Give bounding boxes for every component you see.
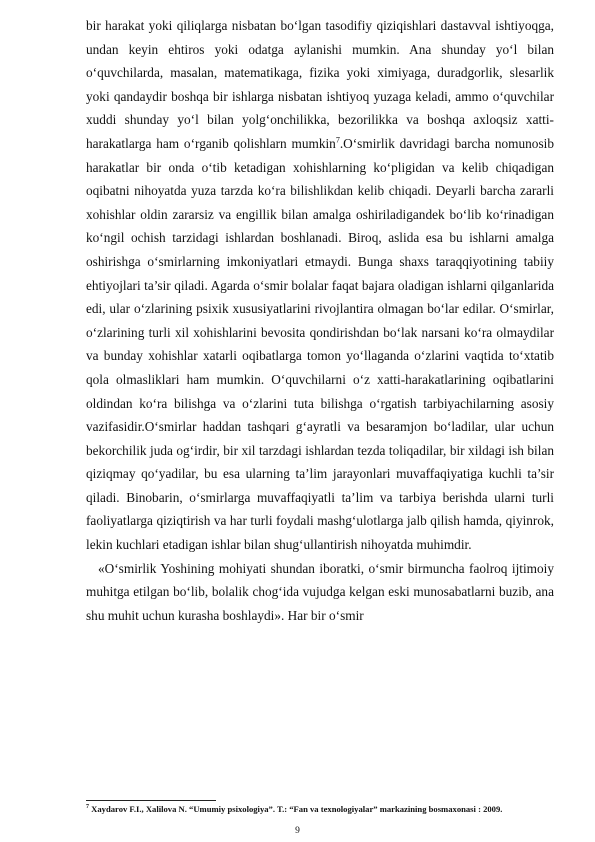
footnote-reference[interactable]: 7	[335, 135, 340, 145]
body-text	[86, 14, 554, 627]
paragraph-1	[86, 14, 554, 557]
footnote	[86, 804, 554, 814]
paragraph-1-part-2: .O‘smirlik davridagi barcha nomunosib harakatlar bir onda o‘tib ketadigan xohishlarning ko‘pligidan va kelib chiqadigan oqibatni nihoyatda yuza tarzda ko‘ra bilishlikdan kelib chiqadi. Deyarli barcha zararli xohishlar oldin zararsiz va engillik bilan amalga oshiriladigandek bo‘lib ko‘rinadigan ko‘ngil ochish tarzidagi ishlardan boshlanadi. Biroq, aslida esa bu ishlarni amalga oshirishga o‘smirlarning imkoniyatlari etmaydi. Bunga shaxs taraqqiyotining tabiiy ehtiyojlari ta’sir qiladi. Agarda o‘smir bolalar faqat bajara oladigan ishlarni qilganlarida edi, ular o‘zlarining psixik xususiyatlarini rivojlantira olmagan bo‘lar edilar. O‘smirlar, o‘zlarining turli xil xohishlarini bevosita qondirishdan bo‘lak narsani ko‘ra olmaydilar va bunday xohishlar xatarli oqibatlarga tomon yo‘llaganda o‘zlarini vaqtida to‘xtatib qola olmasliklari ham mumkin. O‘quvchilarni o‘z xatti-harakatlarining oqibatlarini oldindan ko‘ra bilishga va o‘zlarini tuta bilishga o‘rgatish tarbiyachilarning asosiy vazifasidir.O‘smirlar haddan tashqari g‘ayratli va besaramjon bo‘ladilar, ular uchun bekorchilik juda og‘irdir, bir xil tarzdagi ishlardan tezda toliqadilar, bir xildagi ish bilan qiziqmay qo‘yadilar, bu esa ularning ta’lim jarayonlari muvaffaqiyatiga kuchli ta’sir qiladi. Binobarin, o‘smirlarga muvaffaqiyatli ta’lim va tarbiya berishda ularni turli faoliyatlarga qiziqtirish va har turli foydali mashg‘ulotlarga jalb qilish hamda, qiyinrok, lekin kuchlari etadigan ishlar bilan shug‘ullantirish nihoyatda muhimdir.	[86, 135, 554, 553]
footnote-number: 7	[86, 804, 89, 811]
paragraph-1-part-1: bir harakat yoki qiliqlarga nisbatan bo‘lgan tasodifiy qiziqishlari dastavval ishtiyoqga, undan keyin ehtiros yoki odatga aylanishi mumkin. Ana shunday yo‘l bilan o‘quvchilarda, masalan, matematikaga, fizika yoki ximiyaga, duradgorlik, slesarlik yoki qandaydir boshqa bir ishlarga nisbatan ishtiyoq yuzaga keladi, ammo o‘quvchilar xuddi shunday yo‘l bilan yolg‘onchilikka, bezorilikka va boshqa axloqsiz xatti-harakatlarga ham o‘rganib qolishlarn mumkin	[86, 18, 554, 151]
page-number: 9	[295, 826, 300, 836]
paragraph-2: «O‘smirlik Yoshining mohiyati shundan iboratki, o‘smir birmuncha faolroq ijtimoiy muhitga etilgan bo‘lib, bolalik chog‘ida vujudga kelgan eski munosabatlarni buzib, ana shu muhit uchun kurasha boshlaydi». Har bir o‘smir	[86, 560, 554, 623]
footnote-text: Xaydarov F.I., Xalilova N. “Umumiy psixologiya”. T.: “Fan va texnologiyalar” markazining bosmaxonasi : 2009.	[91, 804, 503, 814]
footnote-divider	[86, 800, 216, 801]
